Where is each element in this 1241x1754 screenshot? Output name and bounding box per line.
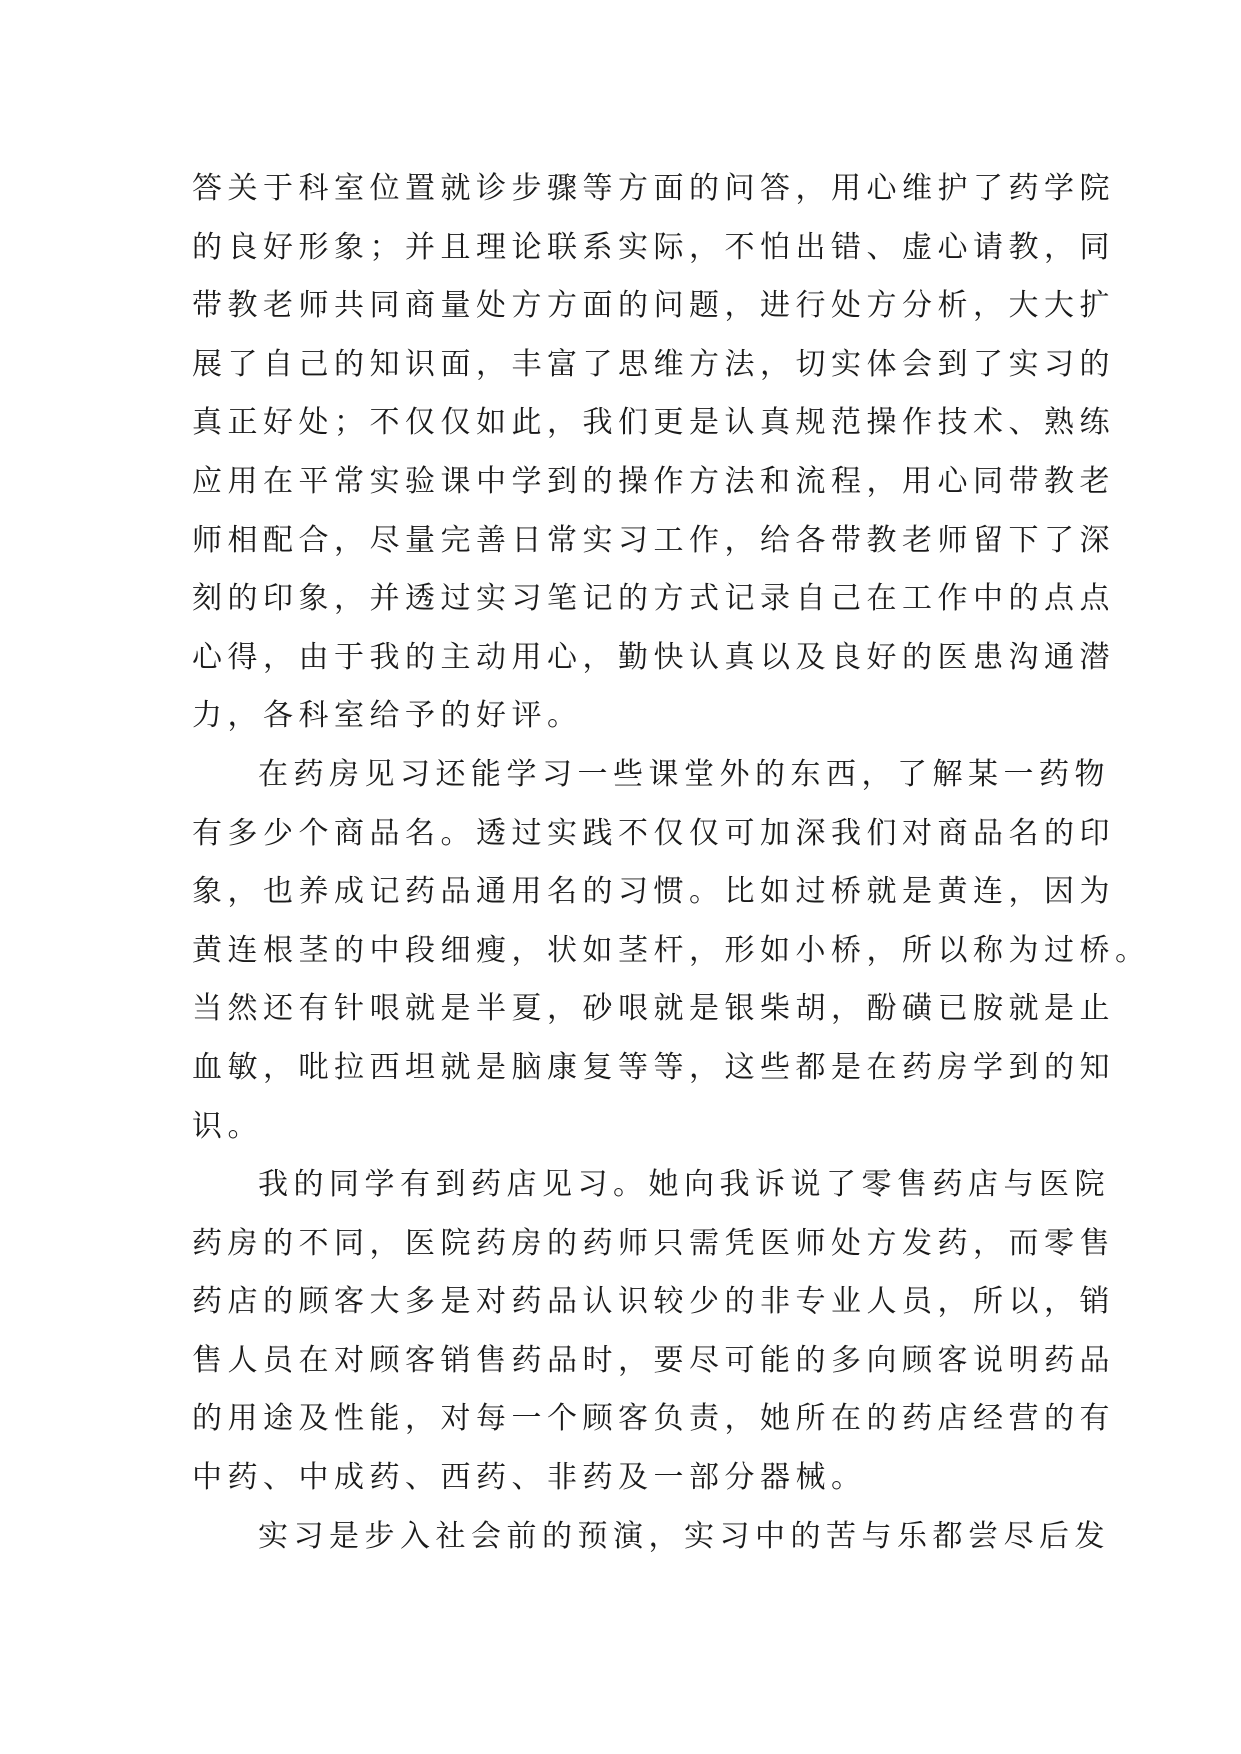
text-line: 应用在平常实验课中学到的操作方法和流程，用心同带教老 xyxy=(192,463,1115,499)
text-line: 血敏，吡拉西坦就是脑康复等等，这些都是在药房学到的知 xyxy=(192,1049,1115,1085)
text-line: 真正好处；不仅仅如此，我们更是认真规范操作技术、熟练 xyxy=(192,405,1115,441)
text-line: 药房的不同，医院药房的药师只需凭医师处方发药，而零售 xyxy=(192,1225,1115,1261)
text-line: 当然还有针哏就是半夏，砂哏就是银柴胡，酚磺已胺就是止 xyxy=(192,991,1115,1027)
text-line: 黄连根茎的中段细瘦，状如茎杆，形如小桥，所以称为过桥。 xyxy=(192,932,1151,968)
text-line: 力，各科室给予的好评。 xyxy=(192,698,583,734)
text-line: 在药房见习还能学习一些课堂外的东西，了解某一药物 xyxy=(258,756,1110,792)
text-line: 实习是步入社会前的预演，实习中的苦与乐都尝尽后发 xyxy=(258,1518,1110,1554)
text-line: 有多少个商品名。透过实践不仅仅可加深我们对商品名的印 xyxy=(192,815,1115,851)
text-line: 识。 xyxy=(192,1108,263,1144)
text-line: 答关于科室位置就诊步骤等方面的问答，用心维护了药学院 xyxy=(192,171,1115,206)
text-line: 象，也养成记药品通用名的习惯。比如过桥就是黄连，因为 xyxy=(192,874,1115,910)
text-line: 药店的顾客大多是对药品认识较少的非专业人员，所以，销 xyxy=(192,1284,1115,1320)
text-line: 售人员在对顾客销售药品时，要尽可能的多向顾客说明药品 xyxy=(192,1342,1115,1378)
text-line: 展了自己的知识面，丰富了思维方法，切实体会到了实习的 xyxy=(192,346,1115,382)
text-line: 中药、中成药、西药、非药及一部分器械。 xyxy=(192,1460,867,1496)
text-line: 刻的印象，并透过实习笔记的方式记录自己在工作中的点点 xyxy=(192,581,1115,617)
text-line: 的用途及性能，对每一个顾客负责，她所在的药店经营的有 xyxy=(192,1401,1115,1437)
text-line: 的良好形象；并且理论联系实际，不怕出错、虚心请教，同 xyxy=(192,229,1115,265)
text-line: 心得，由于我的主动用心，勤快认真以及良好的医患沟通潜 xyxy=(192,639,1115,675)
text-line: 我的同学有到药店见习。她向我诉说了零售药店与医院 xyxy=(258,1167,1110,1203)
body-text xyxy=(192,160,1151,1566)
text-line: 师相配合，尽量完善日常实习工作，给各带教老师留下了深 xyxy=(192,522,1115,558)
text-line: 带教老师共同商量处方方面的问题，进行处方分析，大大扩 xyxy=(192,288,1115,324)
